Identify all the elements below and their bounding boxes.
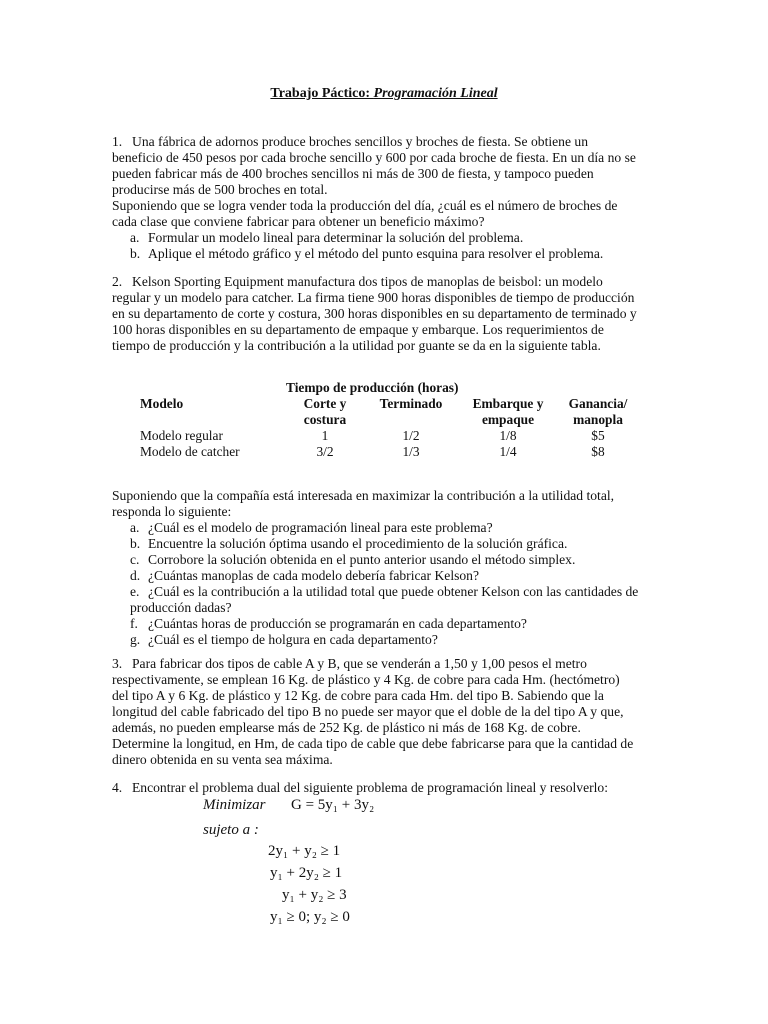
constraint: y₁ + 2y₂ ≥ 1 bbox=[270, 865, 343, 881]
list-item: a. Formular un modelo lineal para determinar la solución del problema. bbox=[130, 230, 524, 245]
q2-number: 2. bbox=[112, 274, 123, 289]
table-row: Modelo regular 1 1/2 1/8 $5 bbox=[140, 428, 605, 443]
q1-line: Suponiendo que se logra vender toda la producción del día, ¿cuál es el número de broches de bbox=[112, 198, 618, 213]
list-item: e. ¿Cuál es la contribución a la utilidad total que puede obtener Kelson con las cantidades de producción dadas? bbox=[130, 584, 639, 615]
list-item: c. Corrobore la solución obtenida en el punto anterior usando el método simplex. bbox=[130, 552, 576, 567]
q1-line: beneficio de 450 pesos por cada broche sencillo y 600 por cada broche de fiesta. En un día no se bbox=[112, 150, 636, 165]
q2-line: responda lo siguiente: bbox=[112, 504, 232, 519]
q1-number: 1. bbox=[112, 134, 123, 149]
objective-function bbox=[203, 797, 374, 813]
objective-label: Minimizar bbox=[203, 797, 266, 813]
q2-line: Suponiendo que la compañía está interesada en maximizar la contribución a la utilidad total, bbox=[112, 488, 615, 503]
q1-items bbox=[112, 230, 660, 262]
q3-line: respectivamente, se emplean 16 Kg. de plástico y 4 Kg. de cobre para cada Hm. (hectómetro) bbox=[112, 672, 620, 687]
table-header: Corte y bbox=[303, 396, 347, 411]
title-prefix: Trabajo Páctico: bbox=[270, 86, 374, 101]
q3-line: del tipo A y 6 Kg. de plástico y 12 Kg. de cobre para cada Hm. del tipo B. Sabiendo que la bbox=[112, 688, 604, 703]
question-4 bbox=[112, 780, 660, 796]
q3-line: Determine la longitud, en Hm, de cada tipo de cable que debe fabricarse para que la cantidad de bbox=[112, 736, 634, 751]
list-item: g. ¿Cuál es el tiempo de holgura en cada departamento? bbox=[130, 632, 438, 647]
q2-line: tiempo de producción y la contribución a la utilidad por guante se da en la siguiente tabla. bbox=[112, 338, 601, 353]
table-header: Embarque y bbox=[472, 396, 544, 411]
q2-items bbox=[112, 520, 660, 648]
constraint: 2y₁ + y₂ ≥ 1 bbox=[268, 843, 341, 859]
table-header: Terminado bbox=[379, 396, 443, 411]
q1-line: pueden fabricar más de 400 broches sencillos ni más de 300 de fiesta, y tampoco pueden bbox=[112, 166, 594, 181]
list-item: b. Encuentre la solución óptima usando el procedimiento de la solución gráfica. bbox=[130, 536, 568, 551]
q3-line: dinero obtenida en su venta sea máxima. bbox=[112, 752, 333, 767]
q1-line: cada clase que conviene fabricar para obtener un beneficio máximo? bbox=[112, 214, 485, 229]
q2-line: 2. Kelson Sporting Equipment manufactura dos tipos de manoplas de beisbol: un modelo bbox=[112, 274, 603, 289]
q4-number: 4. bbox=[112, 780, 123, 795]
table-header: costura bbox=[303, 412, 347, 427]
q3-line: 3. Para fabricar dos tipos de cable A y B, que se venderán a 1,50 y 1,00 pesos el metro bbox=[112, 656, 587, 671]
q3-line: longitud del cable fabricado del tipo B no puede ser mayor que el doble de la del tipo A y que, bbox=[112, 704, 624, 719]
table-header: Modelo bbox=[140, 396, 184, 411]
q2-line: 100 horas disponibles en su departamento de empaque y embarque. Los requerimientos de bbox=[112, 322, 604, 337]
question-1 bbox=[112, 134, 660, 262]
objective-expression: G = 5y₁ + 3y₂ bbox=[291, 797, 375, 813]
list-item: f. ¿Cuántas horas de producción se programarán en cada departamento? bbox=[130, 616, 527, 631]
q1-line: producirse más de 500 broches en total. bbox=[112, 182, 328, 197]
question-3 bbox=[112, 656, 660, 768]
table-header: Ganancia/ bbox=[568, 396, 628, 411]
list-item: d. ¿Cuántas manoplas de cada modelo debería fabricar Kelson? bbox=[130, 568, 480, 583]
page-title bbox=[0, 86, 768, 102]
table-header: empaque bbox=[481, 412, 535, 427]
q4-line: 4. Encontrar el problema dual del siguiente problema de programación lineal y resolverlo: bbox=[112, 780, 608, 795]
constraint: y₁ ≥ 0; y₂ ≥ 0 bbox=[270, 909, 350, 925]
title-italic: Programación Lineal bbox=[373, 86, 498, 101]
question-2-continued bbox=[112, 488, 660, 648]
q3-number: 3. bbox=[112, 656, 123, 671]
q2-line: en su departamento de corte y costura, 300 horas disponibles en su departamento de terminado y bbox=[112, 306, 637, 321]
q1-line: 1. Una fábrica de adornos produce broches sencillos y broches de fiesta. Se obtiene un bbox=[112, 134, 588, 149]
table-header: manopla bbox=[573, 412, 623, 427]
subject-to-label: sujeto a : bbox=[203, 822, 259, 838]
list-item: b. Aplique el método gráfico y el método del punto esquina para resolver el problema. bbox=[130, 246, 604, 261]
production-table bbox=[140, 380, 638, 460]
list-item: a. ¿Cuál es el modelo de programación lineal para este problema? bbox=[130, 520, 493, 535]
constraint: y₁ + y₂ ≥ 3 bbox=[282, 887, 347, 903]
table-group-header: Tiempo de producción (horas) bbox=[286, 380, 459, 395]
q3-line: además, no pueden emplearse más de 252 Kg. de plástico ni más de 168 Kg. de cobre. bbox=[112, 720, 581, 735]
q2-line: regular y un modelo para catcher. La firma tiene 900 horas disponibles de tiempo de producción bbox=[112, 290, 635, 305]
table-row: Modelo de catcher 3/2 1/3 1/4 $8 bbox=[140, 444, 605, 459]
question-2 bbox=[112, 274, 660, 354]
